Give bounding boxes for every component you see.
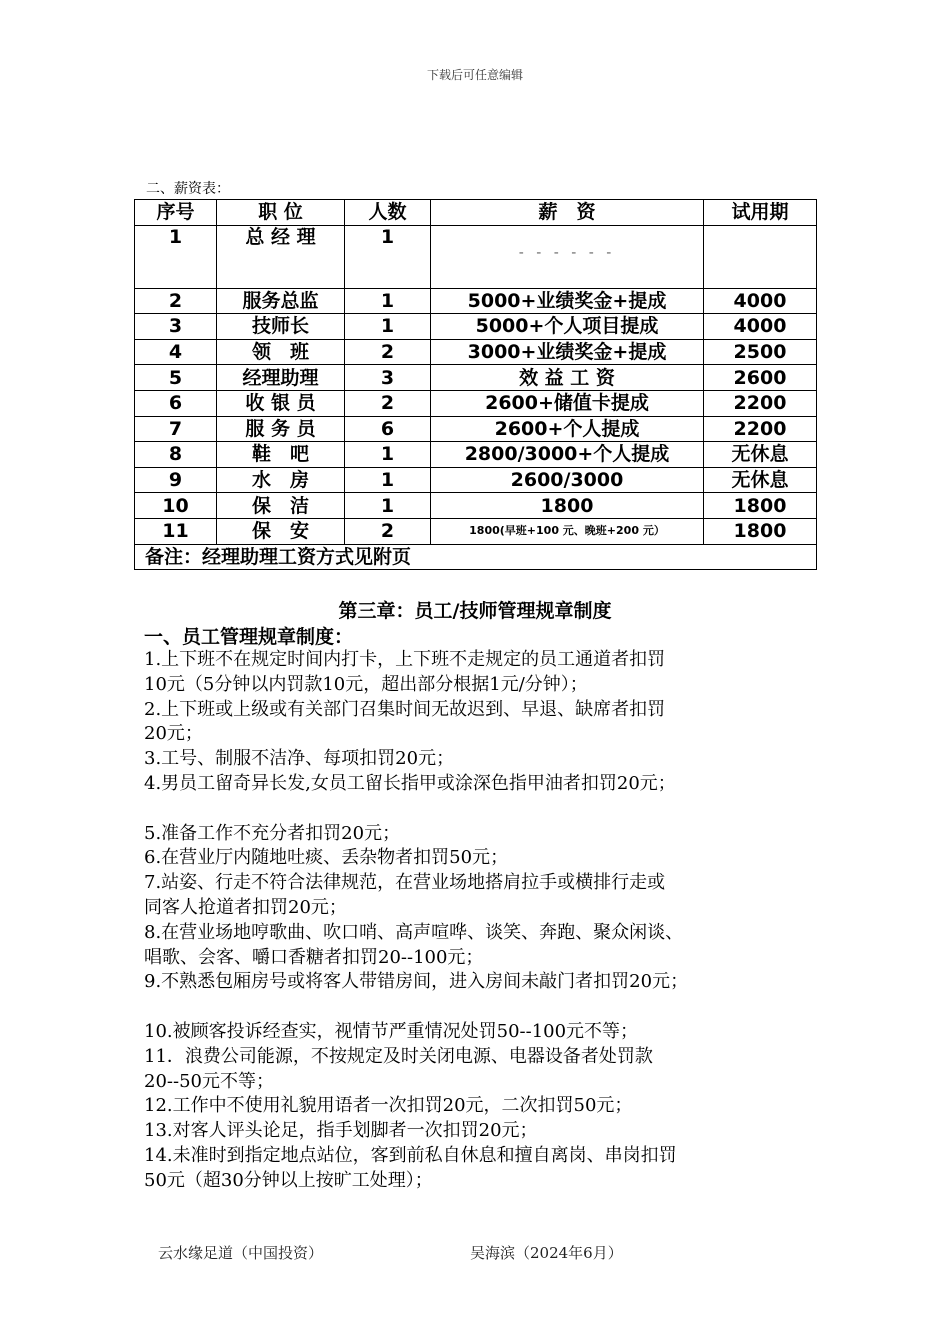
cell-count: 2 [345, 339, 431, 365]
salary-placeholder: - - - - - - [518, 244, 616, 261]
table-row [135, 493, 817, 519]
cell-count: 6 [345, 416, 431, 442]
cell-position: 保 安 [217, 518, 345, 544]
rule-line: 4.男员工留奇异长发,女员工留长指甲或涂深色指甲油者扣罚20元； [144, 772, 676, 794]
rule-line: 20--50元不等； [144, 1070, 274, 1092]
cell-position: 技师长 [217, 314, 345, 340]
remark-row [135, 544, 817, 570]
table-row [135, 314, 817, 340]
rule-line: 12.工作中不使用礼貌用语者一次扣罚20元，二次扣罚50元； [144, 1095, 633, 1117]
cell-position: 水 房 [217, 467, 345, 493]
cell-index: 10 [135, 493, 217, 519]
table-row [135, 518, 817, 544]
table-row [135, 339, 817, 365]
table-remark: 备注：经理助理工资方式见附页 [135, 544, 817, 570]
header-note: 下载后可任意编辑 [426, 68, 523, 82]
footer-company: 云水缘足道（中国投资） [158, 1244, 324, 1262]
cell-index: 7 [135, 416, 217, 442]
cell-index: 2 [135, 288, 217, 314]
cell-position: 服务总监 [217, 288, 345, 314]
header-index: 序号 [135, 200, 217, 226]
cell-position: 收 银 员 [217, 390, 345, 416]
header-salary: 薪 资 [431, 200, 704, 226]
table-row [135, 365, 817, 391]
table-row [135, 467, 817, 493]
cell-index: 9 [135, 467, 217, 493]
cell-position: 领 班 [217, 339, 345, 365]
salary-table [134, 199, 817, 570]
cell-probation: 1800 [704, 518, 817, 544]
cell-salary: 2600/3000 [431, 467, 704, 493]
cell-count: 1 [345, 442, 431, 468]
cell-count: 1 [345, 467, 431, 493]
footer-author-date: 吴海滨（2024年6月） [470, 1244, 623, 1262]
rule-line: 9.不熟悉包厢房号或将客人带错房间，进入房间未敲门者扣罚20元； [144, 971, 689, 993]
cell-position: 鞋 吧 [217, 442, 345, 468]
cell-probation: 4000 [704, 288, 817, 314]
cell-count: 1 [345, 288, 431, 314]
cell-position: 保 洁 [217, 493, 345, 519]
rule-line: 8.在营业场地哼歌曲、吹口哨、高声喧哗、谈笑、奔跑、聚众闲谈、 [144, 921, 684, 943]
cell-index: 4 [135, 339, 217, 365]
cell-probation: 2200 [704, 416, 817, 442]
cell-probation: 无休息 [704, 442, 817, 468]
cell-index: 8 [135, 442, 217, 468]
cell-count: 3 [345, 365, 431, 391]
cell-count: 1 [345, 493, 431, 519]
header-probation: 试用期 [704, 200, 817, 226]
cell-probation: 2200 [704, 390, 817, 416]
cell-probation: 2500 [704, 339, 817, 365]
cell-index: 6 [135, 390, 217, 416]
rule-line: 14.未准时到指定地点站位，客到前私自休息和擅自离岗、串岗扣罚 [144, 1144, 677, 1166]
rule-line: 1.上下班不在规定时间内打卡，上下班不走规定的员工通道者扣罚 [144, 649, 666, 670]
cell-salary: 1800 [431, 493, 704, 519]
cell-salary: 5000+业绩奖金+提成 [431, 288, 704, 314]
cell-index: 1 [135, 225, 217, 288]
cell-position: 服 务 员 [217, 416, 345, 442]
cell-salary: 2600+个人提成 [431, 416, 704, 442]
cell-salary: 5000+个人项目提成 [431, 314, 704, 340]
rule-line: 50元（超30分钟以上按旷工处理）； [144, 1169, 433, 1191]
rule-line: 10元（5分钟以内罚款10元，超出部分根据1元/分钟）； [144, 673, 588, 695]
cell-salary: 2800/3000+个人提成 [431, 442, 704, 468]
cell-probation: 1800 [704, 493, 817, 519]
section-heading: 一、员工管理规章制度： [144, 626, 354, 648]
table-row [135, 288, 817, 314]
table-row [135, 442, 817, 468]
cell-position: 经理助理 [217, 365, 345, 391]
rule-line: 唱歌、会客、嚼口香糖者扣罚20--100元； [144, 946, 484, 968]
table-row [135, 225, 817, 288]
cell-probation: 无休息 [704, 467, 817, 493]
cell-index: 11 [135, 518, 217, 544]
header-count: 人数 [345, 200, 431, 226]
cell-count: 1 [345, 314, 431, 340]
cell-salary: 1800(早班+100 元、晚班+200 元） [431, 518, 704, 544]
table-header-row [135, 200, 817, 226]
cell-count: 2 [345, 518, 431, 544]
cell-salary: 2600+储值卡提成 [431, 390, 704, 416]
chapter-title: 第三章：员工/技师管理规章制度 [338, 600, 612, 622]
header-position: 职 位 [217, 200, 345, 226]
blank-line [144, 995, 834, 1020]
cell-position: 总 经 理 [217, 225, 345, 288]
rule-line: 11．浪费公司能源，不按规定及时关闭电源、电器设备者处罚款 [144, 1045, 653, 1067]
blank-line [144, 797, 834, 822]
rule-line: 7.站姿、行走不符合法律规范，在营业场地搭肩拉手或横排行走或 [144, 872, 666, 894]
table-row [135, 390, 817, 416]
rule-line: 3.工号、制服不洁净、每项扣罚20元； [144, 748, 455, 770]
cell-salary: 效 益 工 资 [431, 365, 704, 391]
cell-count: 1 [345, 225, 431, 288]
rule-line: 20元； [144, 723, 203, 745]
cell-index: 3 [135, 314, 217, 340]
rule-line: 13.对客人评头论足，指手划脚者一次扣罚20元； [144, 1120, 538, 1142]
rule-line: 10.被顾客投诉经查实，视情节严重情况处罚50--100元不等； [144, 1020, 639, 1042]
cell-count: 2 [345, 390, 431, 416]
cell-salary: 3000+业绩奖金+提成 [431, 339, 704, 365]
section-caption: 二、薪资表： [146, 181, 230, 197]
cell-probation: 4000 [704, 314, 817, 340]
cell-probation: 2600 [704, 365, 817, 391]
cell-index: 5 [135, 365, 217, 391]
table-row [135, 416, 817, 442]
rules-list [144, 648, 834, 1194]
rule-line: 6.在营业厅内随地吐痰、丢杂物者扣罚50元； [144, 847, 509, 869]
cell-probation [704, 225, 817, 288]
rule-line: 5.准备工作不充分者扣罚20元； [144, 822, 401, 844]
rule-line: 2.上下班或上级或有关部门召集时间无故迟到、早退、缺席者扣罚 [144, 698, 666, 720]
cell-salary [431, 225, 704, 288]
rule-line: 同客人抢道者扣罚20元； [144, 896, 347, 918]
